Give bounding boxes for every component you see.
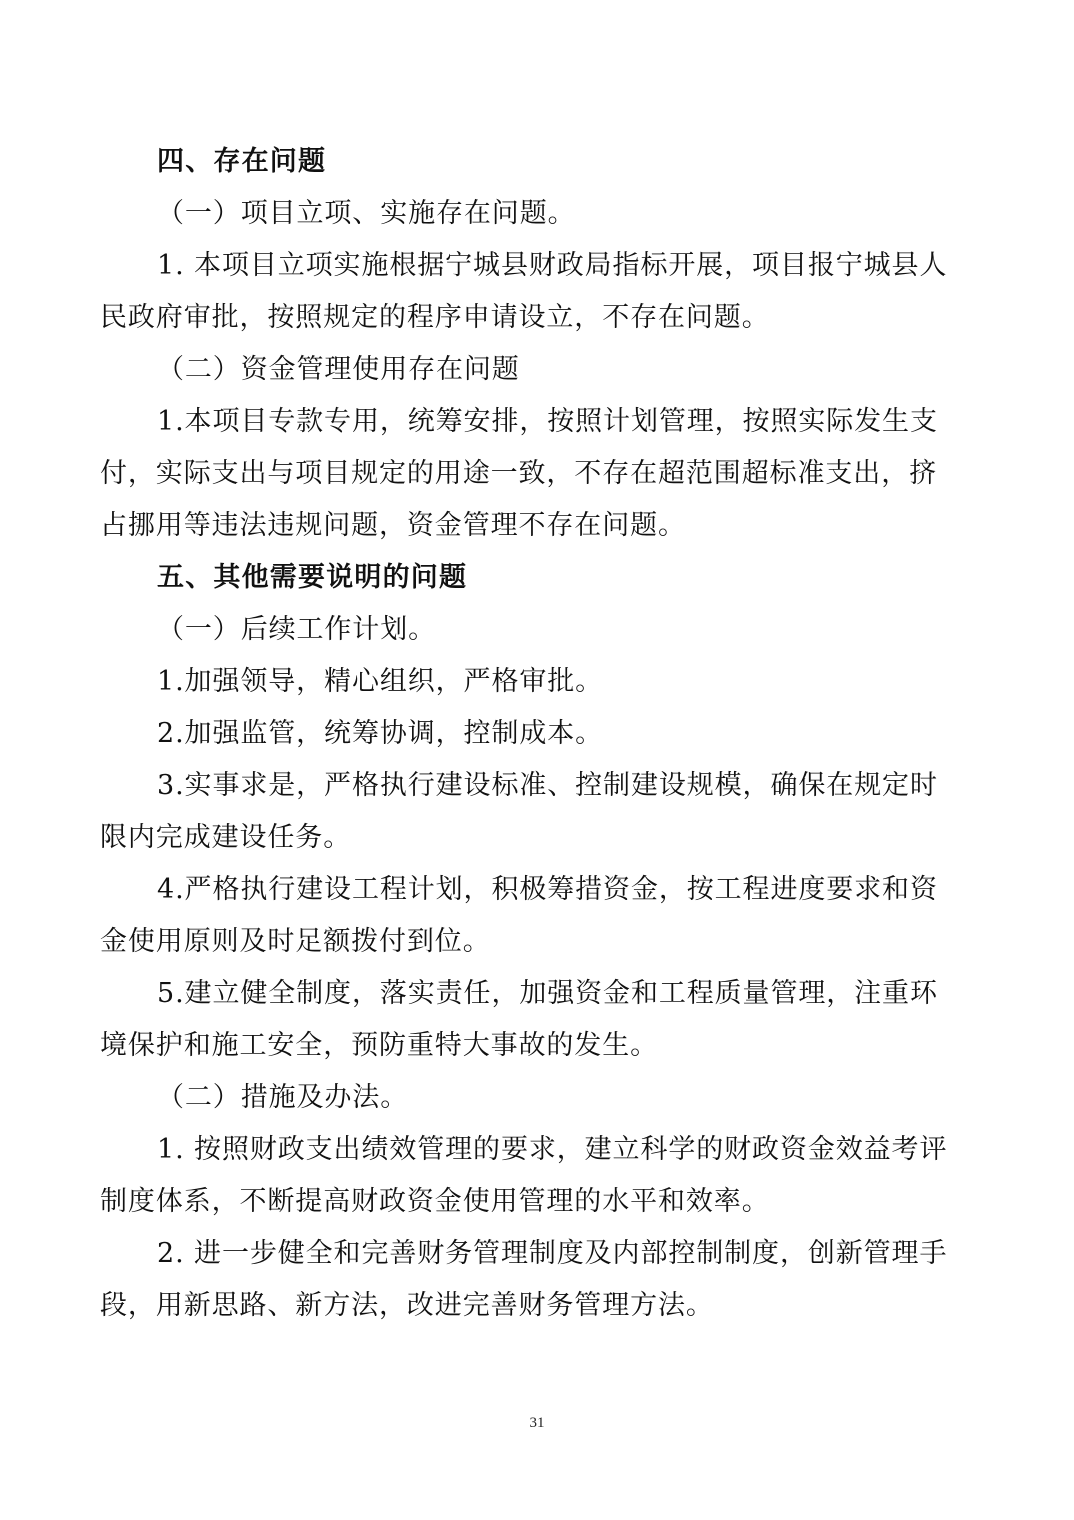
paragraph-line: 1. 本项目立项实施根据宁城县财政局指标开展，项目报宁城县人 (157, 250, 948, 281)
section-heading-problems: 四、存在问题 (157, 146, 327, 177)
subsection-heading: （二）资金管理使用存在问题 (157, 354, 520, 385)
page-number: 31 (529, 1415, 545, 1431)
paragraph-line: 金使用原则及时足额拨付到位。 (100, 926, 491, 957)
paragraph-line: 3.实事求是，严格执行建设标准、控制建设规模，确保在规定时 (157, 770, 938, 801)
paragraph-line: 2.加强监管，统筹协调，控制成本。 (157, 718, 604, 749)
paragraph-line: 1.加强领导，精心组织，严格审批。 (157, 666, 604, 697)
subsection-heading: （二）措施及办法。 (157, 1082, 409, 1113)
paragraph-line: 占挪用等违法违规问题，资金管理不存在问题。 (100, 510, 686, 541)
paragraph-line: 付，实际支出与项目规定的用途一致，不存在超范围超标准支出，挤 (100, 458, 937, 489)
paragraph-line: 境保护和施工安全，预防重特大事故的发生。 (100, 1030, 658, 1061)
paragraph-line: 制度体系，不断提高财政资金使用管理的水平和效率。 (100, 1186, 770, 1217)
paragraph-line: 1.本项目专款专用，统筹安排，按照计划管理，按照实际发生支 (157, 406, 938, 437)
document-body (100, 136, 972, 1332)
paragraph-line: 5.建立健全制度，落实责任，加强资金和工程质量管理，注重环 (157, 978, 938, 1009)
subsection-heading: （一）项目立项、实施存在问题。 (157, 198, 576, 229)
paragraph-line: 4.严格执行建设工程计划，积极筹措资金，按工程进度要求和资 (157, 874, 938, 905)
section-heading-other: 五、其他需要说明的问题 (157, 562, 468, 593)
paragraph-line: 2. 进一步健全和完善财务管理制度及内部控制制度，创新管理手 (157, 1238, 948, 1269)
paragraph-line: 限内完成建设任务。 (100, 822, 352, 853)
paragraph-line: 段，用新思路、新方法，改进完善财务管理方法。 (100, 1290, 714, 1321)
subsection-heading: （一）后续工作计划。 (157, 614, 436, 645)
paragraph-line: 民政府审批，按照规定的程序申请设立，不存在问题。 (100, 302, 770, 333)
paragraph-line: 1. 按照财政支出绩效管理的要求，建立科学的财政资金效益考评 (157, 1134, 948, 1165)
